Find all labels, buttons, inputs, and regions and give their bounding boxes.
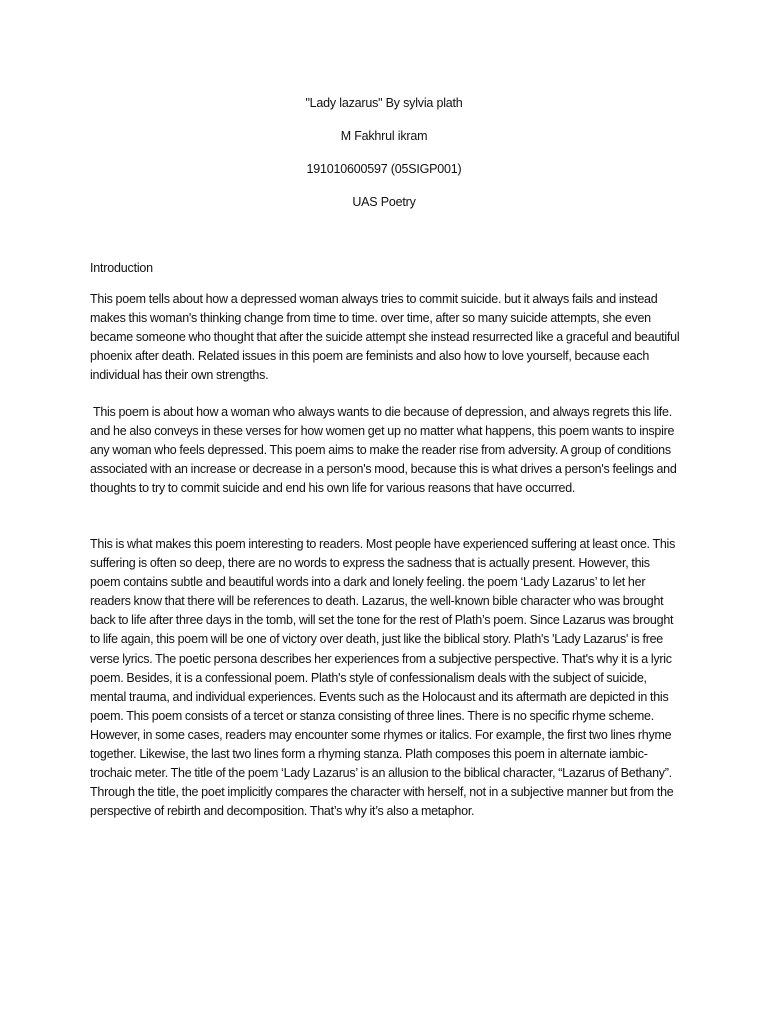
paragraph-2: This poem is about how a woman who always wants to die because of depression, and always regrets this life. and he also conveys in these verses for how women get up no matter what happens, this poem wants to inspire any woman who feels depressed. This poem aims to make the reader rise from adversity. A group of conditions associated with an increase or decrease in a person's mood, because this is what drives a person's feelings and thoughts to try to commit suicide and end his own life for various reasons that have occurred. (90, 405, 680, 496)
document-title: "Lady lazarus" By sylvia plath (305, 96, 463, 110)
author-name: M Fakhrul ikram (340, 129, 428, 143)
course-name: UAS Poetry (352, 195, 416, 209)
paragraph-3: This is what makes this poem interesting to readers. Most people have experienced suffering at least once. This suffering is often so deep, there are no words to express the sadness that is actually present. However, this poem contains subtle and beautiful words into a dark and lonely feeling. the poem ‘Lady Lazarus’ to let her readers know that there will be references to death. Lazarus, the well-known bible character who was brought back to life after three days in the tomb, will set the tone for the rest of Plath’s poem. Since Lazarus was brought to life again, this poem will be one of victory over death, just like the biblical story. Plath's 'Lady Lazarus' is free verse lyrics. The poetic persona describes her experiences from a subjective perspective. That's why it is a lyric poem. Besides, it is a confessional poem. Plath's style of confessionalism deals with the subject of suicide, mental trauma, and individual experiences. Events such as the Holocaust and its aftermath are depicted in this poem. This poem consists of a tercet or stanza consisting of three lines. There is no specific rhyme scheme. However, in some cases, readers may encounter some rhymes or italics. For example, the first two lines rhyme together. Likewise, the last two lines form a rhyming stanza. Plath composes this poem in alternate iambic-trochaic meter. The title of the poem ‘Lady Lazarus’ is an allusion to the biblical character, “Lazarus of Bethany”. Through the title, the poet implicitly compares the character with herself, not in a subjective manner but from the perspective of rebirth and decomposition. That’s why it’s also a metaphor. (90, 537, 676, 819)
paragraph-1: This poem tells about how a depressed woman always tries to commit suicide. but it always fails and instead makes this woman's thinking change from time to time. over time, after so many suicide attempts, she even became someone who thought that after the suicide attempt she instead resurrected like a graceful and beautiful phoenix after death. Related issues in this poem are feminists and also how to love yourself, because each individual has their own strengths. (90, 292, 680, 383)
student-id: 191010600597 (05SIGP001) (306, 162, 462, 176)
section-heading: Introduction (90, 261, 153, 275)
